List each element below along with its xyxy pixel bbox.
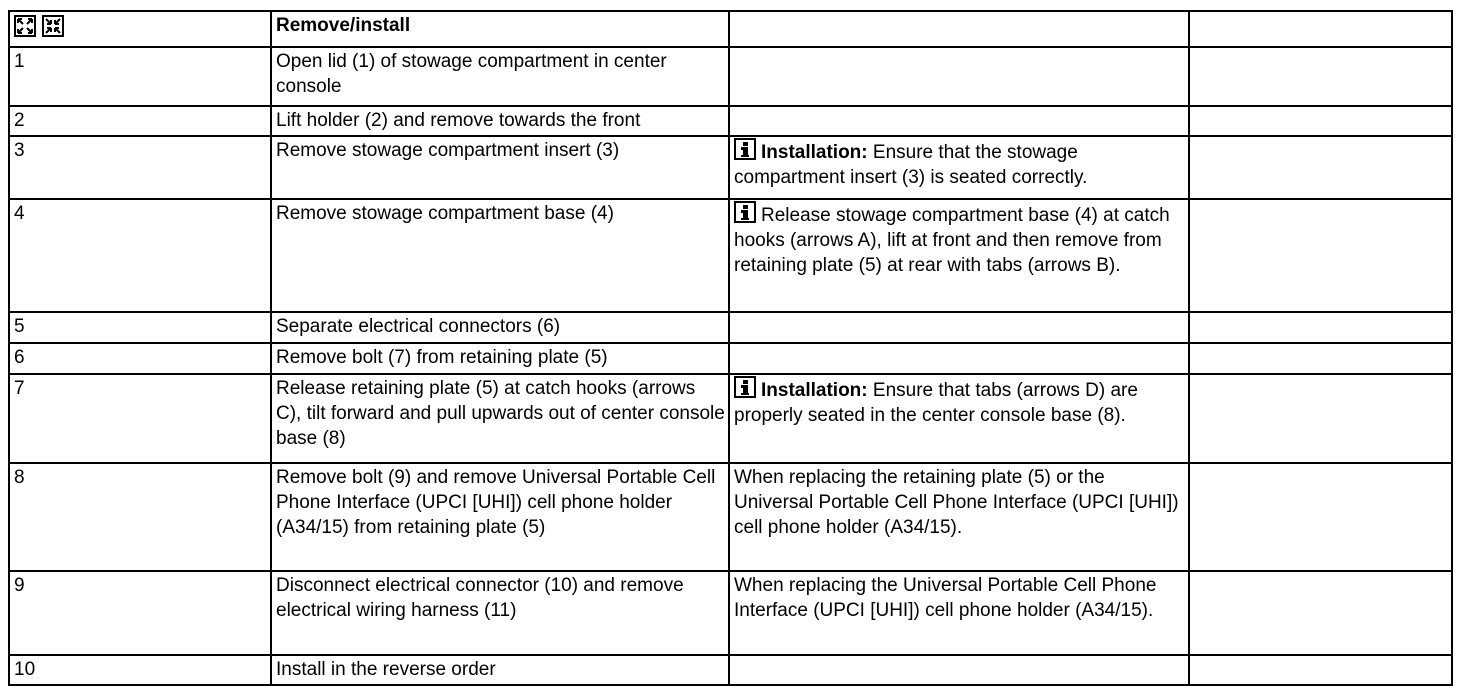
step-note — [729, 47, 1189, 106]
header-title: Remove/install — [271, 11, 729, 47]
step-note — [729, 655, 1189, 685]
info-icon — [734, 201, 756, 223]
expand-all-icon[interactable] — [14, 15, 36, 37]
step-action: Lift holder (2) and remove towards the front — [271, 106, 729, 136]
step-number: 7 — [9, 374, 271, 463]
note-text: Ensure that the stowage compartment insert (3) is seated correctly. — [734, 142, 1088, 188]
step-number: 9 — [9, 571, 271, 655]
step-extra — [1189, 312, 1452, 343]
info-icon — [734, 376, 756, 398]
collapse-all-icon[interactable] — [42, 15, 64, 37]
step-action: Disconnect electrical connector (10) and remove electrical wiring harness (11) — [271, 571, 729, 655]
step-extra — [1189, 655, 1452, 685]
step-number: 4 — [9, 199, 271, 312]
step-action: Remove stowage compartment insert (3) — [271, 136, 729, 199]
table-row — [9, 374, 1452, 463]
header-note-cell — [729, 11, 1189, 47]
table-row — [9, 106, 1452, 136]
step-number: 8 — [9, 463, 271, 571]
step-note — [729, 106, 1189, 136]
step-extra — [1189, 136, 1452, 199]
table-row — [9, 655, 1452, 685]
table-row — [9, 571, 1452, 655]
header-row — [9, 11, 1452, 47]
step-number: 1 — [9, 47, 271, 106]
step-extra — [1189, 343, 1452, 374]
step-extra — [1189, 571, 1452, 655]
step-extra — [1189, 47, 1452, 106]
step-note — [729, 199, 1189, 312]
step-action: Separate electrical connectors (6) — [271, 312, 729, 343]
info-icon — [734, 138, 756, 160]
step-extra — [1189, 463, 1452, 571]
step-action: Release retaining plate (5) at catch hooks (arrows C), tilt forward and pull upwards out of center console base (8) — [271, 374, 729, 463]
step-note — [729, 374, 1189, 463]
step-number: 2 — [9, 106, 271, 136]
step-number: 10 — [9, 655, 271, 685]
procedure-table — [8, 10, 1453, 686]
step-note — [729, 343, 1189, 374]
table-row — [9, 312, 1452, 343]
header-extra-cell — [1189, 11, 1452, 47]
step-action: Remove bolt (7) from retaining plate (5) — [271, 343, 729, 374]
installation-label: Installation: — [761, 142, 868, 163]
step-number: 3 — [9, 136, 271, 199]
table-row — [9, 136, 1452, 199]
step-number: 6 — [9, 343, 271, 374]
note-text: Release stowage compartment base (4) at catch hooks (arrows A), lift at front and then remove from retaining plate (5) at rear with tabs (arrows B). — [734, 205, 1170, 276]
step-action: Open lid (1) of stowage compartment in center console — [271, 47, 729, 106]
step-action: Remove stowage compartment base (4) — [271, 199, 729, 312]
step-extra — [1189, 199, 1452, 312]
step-action: Install in the reverse order — [271, 655, 729, 685]
table-row — [9, 463, 1452, 571]
step-note — [729, 312, 1189, 343]
installation-label: Installation: — [761, 380, 868, 401]
table-row — [9, 343, 1452, 374]
step-extra — [1189, 106, 1452, 136]
step-number: 5 — [9, 312, 271, 343]
step-note — [729, 136, 1189, 199]
header-icons-cell — [9, 11, 271, 47]
note-text: Ensure that tabs (arrows D) are properly seated in the center console base (8). — [734, 380, 1138, 426]
table-row — [9, 199, 1452, 312]
step-action: Remove bolt (9) and remove Universal Portable Cell Phone Interface (UPCI [UHI]) cell phone holder (A34/15) from retaining plate (5) — [271, 463, 729, 571]
step-note: When replacing the retaining plate (5) or the Universal Portable Cell Phone Interface (UPCI [UHI]) cell phone holder (A34/15). — [729, 463, 1189, 571]
table-row — [9, 47, 1452, 106]
step-note: When replacing the Universal Portable Cell Phone Interface (UPCI [UHI]) cell phone holder (A34/15). — [729, 571, 1189, 655]
step-extra — [1189, 374, 1452, 463]
